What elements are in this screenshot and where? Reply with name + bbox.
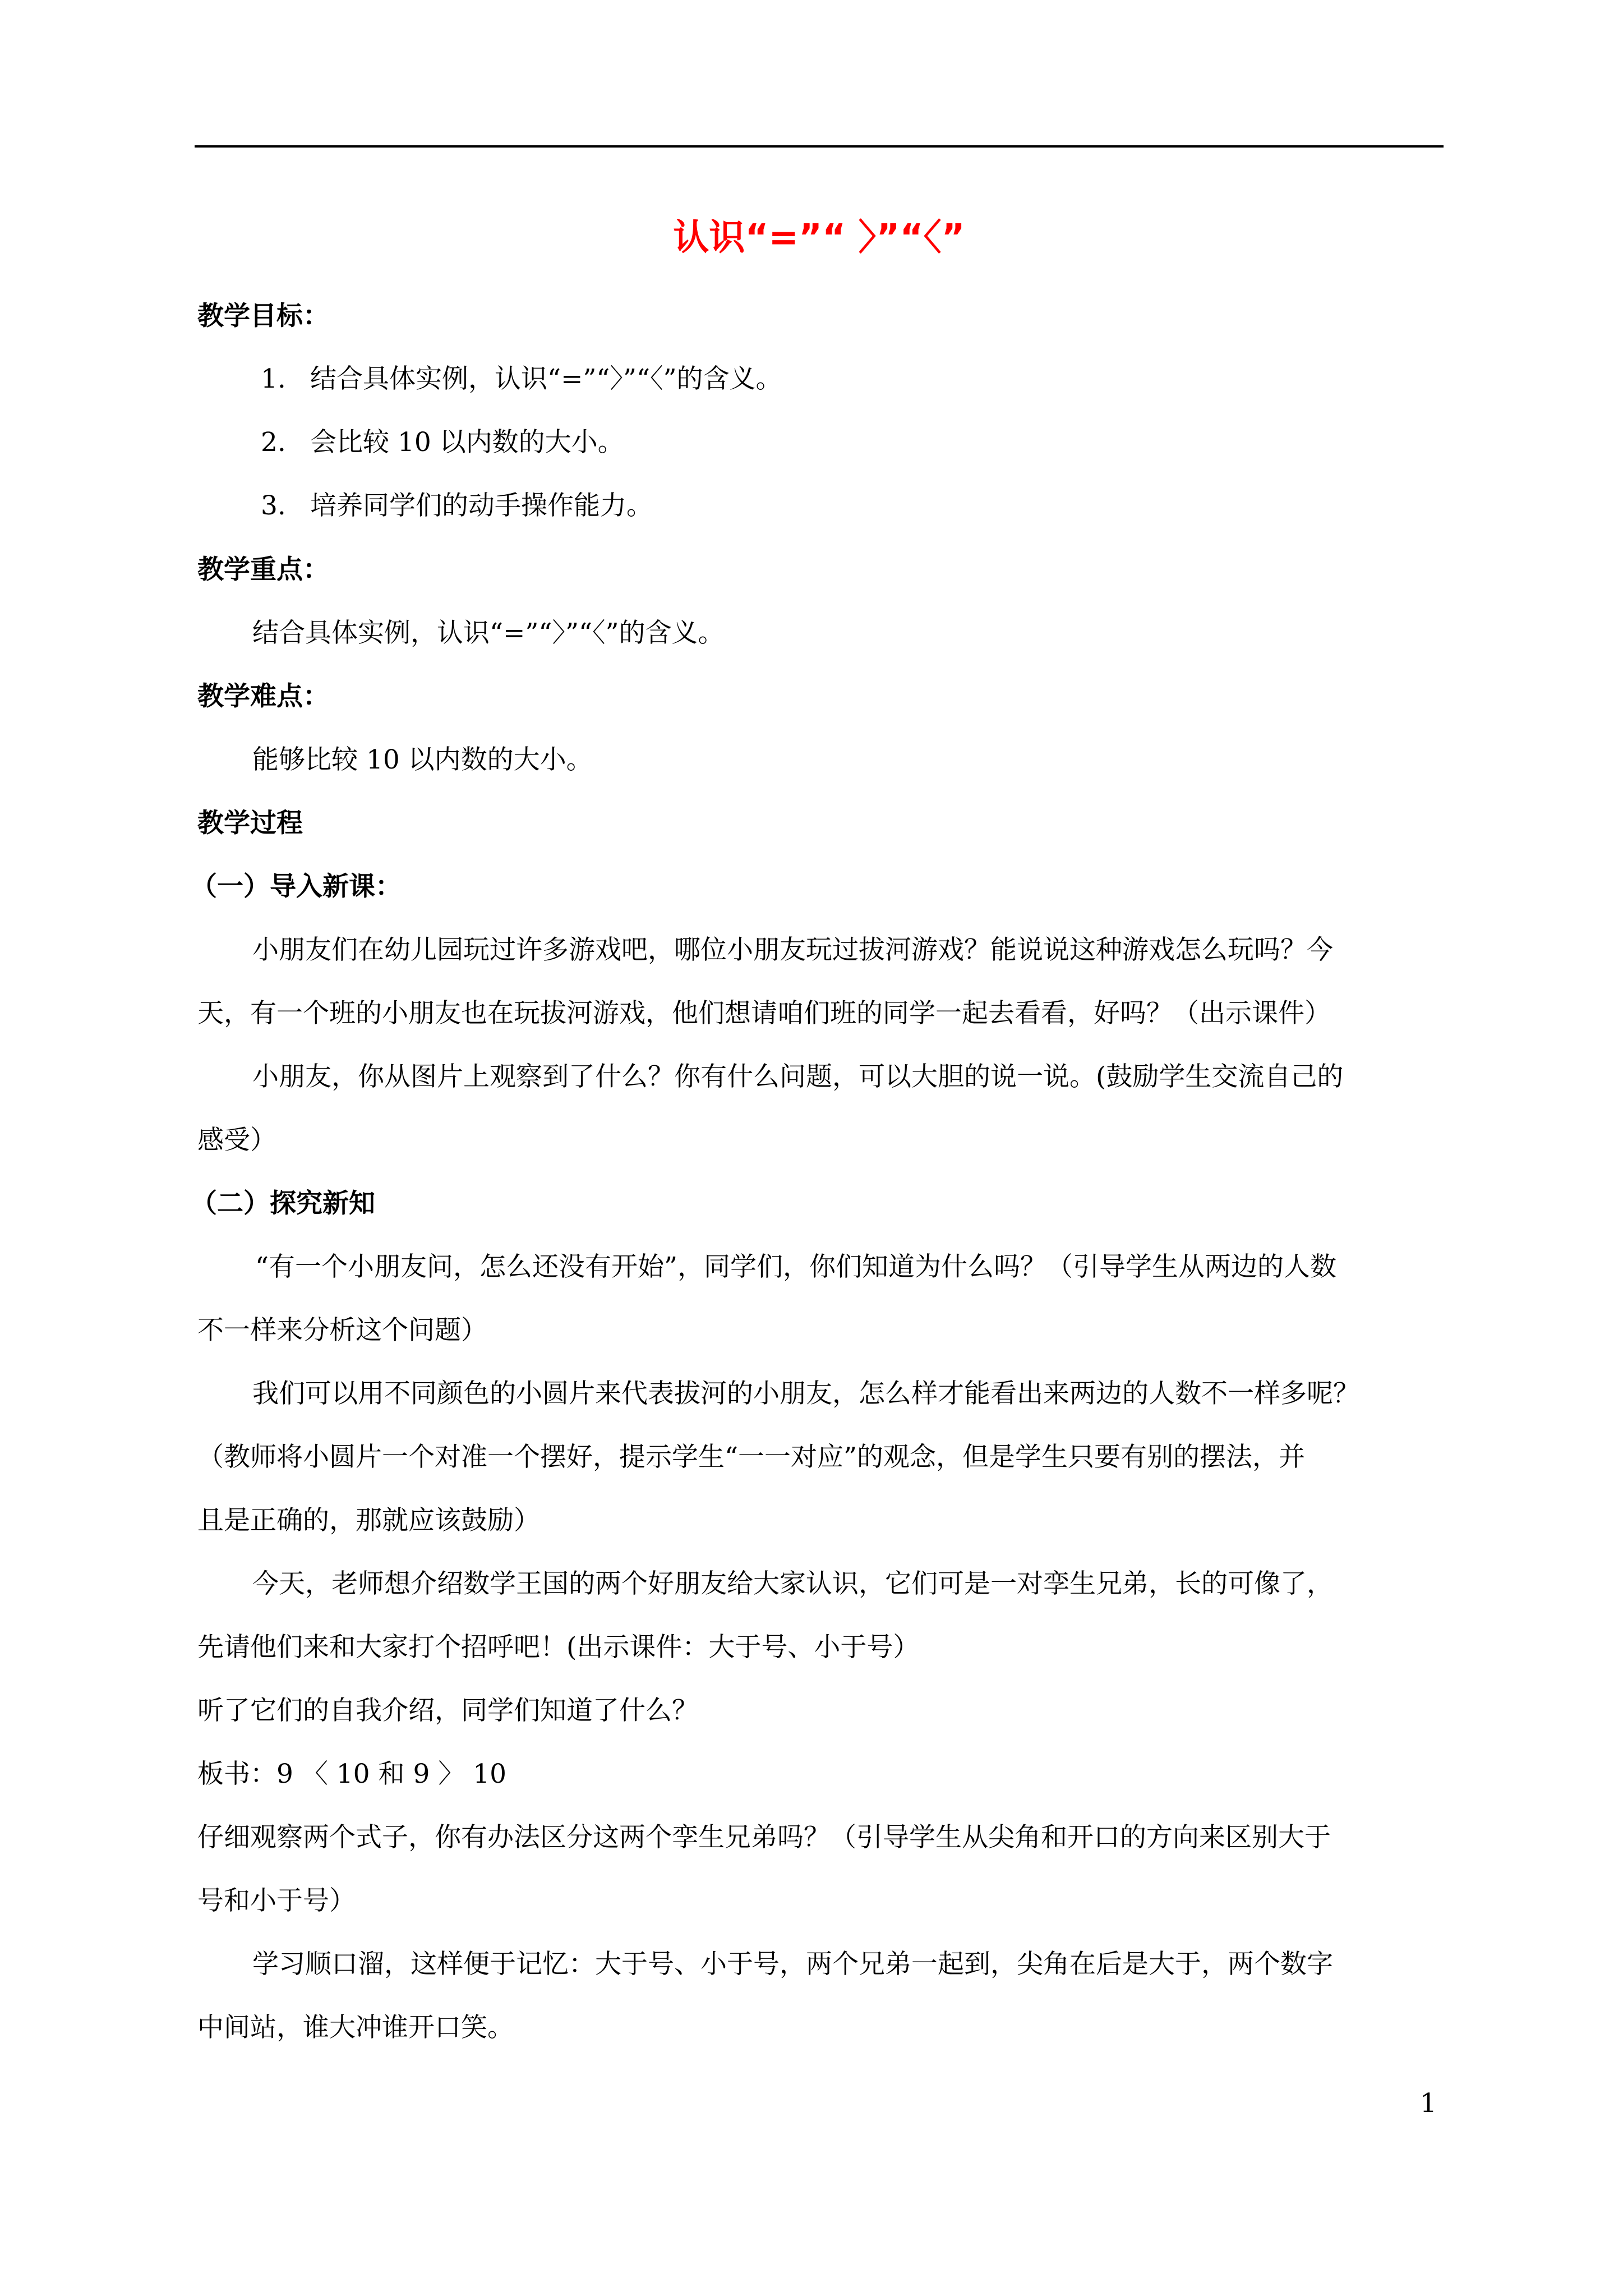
paragraph-line: 小朋友，你从图片上观察到了什么？你有什么问题，可以大胆的说一说。(鼓励学生交流自己的 bbox=[252, 1061, 1344, 1092]
goal-text: 会比较 10 以内数的大小。 bbox=[310, 427, 624, 458]
paragraph-line: 中间站，谁大冲谁开口笑。 bbox=[197, 2012, 514, 2043]
part1-heading: （一）导入新课： bbox=[191, 871, 402, 902]
paragraph-line: 不一样来分析这个问题） bbox=[197, 1315, 487, 1346]
paragraph-line: 先请他们来和大家打个招呼吧！(出示课件：大于号、小于号） bbox=[197, 1632, 920, 1663]
goal-number: 1. bbox=[261, 364, 286, 394]
paragraph-line: 小朋友们在幼儿园玩过许多游戏吧，哪位小朋友玩过拔河游戏？能说说这种游戏怎么玩吗？今 bbox=[252, 935, 1333, 965]
header-rule bbox=[195, 145, 1444, 148]
goals-heading: 教学目标： bbox=[197, 301, 329, 332]
paragraph-line: 天，有一个班的小朋友也在玩拔河游戏，他们想请咱们班的同学一起去看看，好吗？（出示课件） bbox=[197, 998, 1331, 1029]
key-points-text: 结合具体实例，认识“=”“〉”“〈”的含义。 bbox=[252, 618, 725, 648]
board-writing: 板书：9 〈 10 和 9 〉 10 bbox=[197, 1759, 507, 1789]
goal-text: 培养同学们的动手操作能力。 bbox=[310, 490, 653, 521]
page-number: 1 bbox=[1420, 2088, 1437, 2119]
paragraph-line: 感受） bbox=[197, 1125, 276, 1156]
goal-item-2 bbox=[261, 422, 624, 463]
paragraph-line: 我们可以用不同颜色的小圆片来代表拔河的小朋友，怎么样才能看出来两边的人数不一样多呢？ bbox=[252, 1378, 1359, 1409]
part2-heading: （二）探究新知 bbox=[191, 1188, 375, 1219]
paragraph-line: （教师将小圆片一个对准一个摆好，提示学生“一一对应”的观念，但是学生只要有别的摆法，并 bbox=[197, 1442, 1306, 1473]
paragraph-line: 且是正确的，那就应该鼓励） bbox=[197, 1505, 540, 1536]
paragraph-line: 仔细观察两个式子，你有办法区分这两个孪生兄弟吗？（引导学生从尖角和开口的方向来区别大于 bbox=[197, 1822, 1331, 1853]
paragraph-line: 学习顺口溜，这样便于记忆：大于号、小于号，两个兄弟一起到，尖角在后是大于，两个数字 bbox=[252, 1949, 1333, 1980]
difficulty-text: 能够比较 10 以内数的大小。 bbox=[252, 744, 593, 775]
paragraph-line: 今天，老师想介绍数学王国的两个好朋友给大家认识，它们可是一对孪生兄弟，长的可像了， bbox=[252, 1568, 1333, 1599]
paragraph-line: “有一个小朋友问，怎么还没有开始”，同学们，你们知道为什么吗？（引导学生从两边的人数 bbox=[255, 1251, 1337, 1282]
document-title: 认识“=”“ 〉”“〈” bbox=[673, 217, 965, 259]
goal-item-1 bbox=[261, 359, 782, 399]
paragraph-line: 听了它们的自我介绍，同学们知道了什么？ bbox=[197, 1695, 698, 1726]
goal-number: 3. bbox=[261, 490, 286, 521]
goal-number: 2. bbox=[261, 427, 286, 458]
process-heading: 教学过程 bbox=[197, 808, 303, 839]
difficulty-heading: 教学难点： bbox=[197, 681, 329, 712]
goal-text: 结合具体实例，认识“=”“〉”“〈”的含义。 bbox=[310, 364, 782, 394]
paragraph-line: 号和小于号） bbox=[197, 1885, 356, 1916]
key-points-heading: 教学重点： bbox=[197, 554, 329, 585]
goal-item-3 bbox=[261, 486, 653, 526]
